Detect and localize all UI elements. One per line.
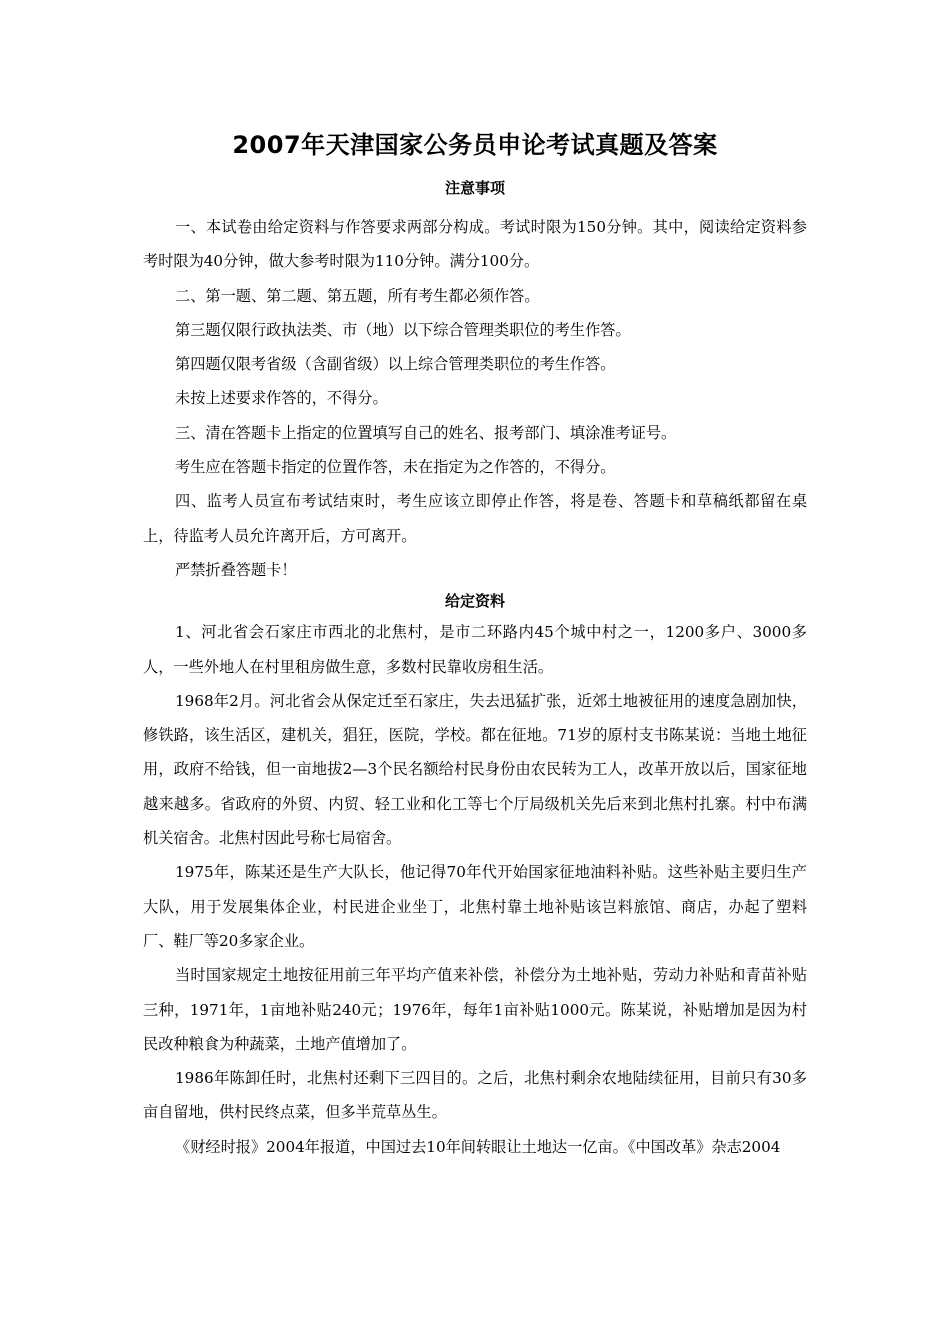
document-title: 2007年天津国家公务员申论考试真题及答案: [232, 131, 718, 159]
material-paragraph: 《财经时报》2004年报道，中国过去10年间转眼让土地达一亿亩。《中国改革》杂志2004: [175, 1137, 781, 1156]
notice-paragraph: 三、清在答题卡上指定的位置填写自己的姓名、报考部门、填涂准考证号。: [175, 423, 677, 442]
notice-paragraph: 严禁折叠答题卡！: [175, 560, 297, 579]
material-paragraph: 1、河北省会石家庄市西北的北焦村，是市二环路内45个城中村之一，1200多户、3000多人，一些外地人在村里租房做生意，多数村民靠收房租生活。: [143, 623, 807, 676]
material-paragraph: 1975年，陈某还是生产大队长，他记得70年代开始国家征地油料补贴。这些补贴主要归生产大队，用于发展集体企业，村民进企业坐丁，北焦村靠土地补贴该岂料旅馆、商店，办起了塑料厂、鞋厂等20多家企业。: [143, 863, 807, 950]
notice-paragraph: 未按上述要求作答的，不得分。: [175, 389, 388, 408]
notice-paragraph: 二、第一题、第二题、第五题，所有考生都必须作答。: [175, 286, 540, 305]
material-paragraph: 1986年陈卸任时，北焦村还剩下三四目的。之后，北焦村剩余农地陆续征用，目前只有30多亩自留地，供村民终点菜，但多半荒草丛生。: [143, 1069, 807, 1122]
notice-paragraph: 四、监考人员宣布考试结束时，考生应该立即停止作答，将是卷、答题卡和草稿纸都留在桌上，待监考人员允许离开后，方可离开。: [143, 492, 807, 545]
material-paragraph: 当时国家规定土地按征用前三年平均产值来补偿，补偿分为土地补贴，劳动力补贴和青苗补贴三种，1971年，1亩地补贴240元；1976年，每年1亩补贴1000元。陈某说，补贴增加是因为村民改种粮食为种蔬菜，土地产值增加了。: [143, 966, 807, 1053]
notice-paragraph: 一、本试卷由给定资料与作答要求两部分构成。考试时限为150分钟。其中，阅读给定资料参考时限为40分钟，做大参考时限为110分钟。满分100分。: [143, 218, 807, 271]
materials-section: [143, 615, 807, 1164]
materials-heading: 给定资料: [444, 592, 505, 611]
notice-paragraph: 第四题仅限考省级（含副省级）以上综合管理类职位的考生作答。: [175, 355, 616, 374]
material-paragraph: 1968年2月。河北省会从保定迁至石家庄，失去迅猛扩张，近郊土地被征用的速度急剧加快，修铁路，该生活区，建机关，猖狂，医院，学校。都在征地。71岁的原村支书陈某说：当地土地征用，政府不给钱，但一亩地拔2—3个民名额给村民身份由农民转为工人，改革开放以后，国家征地越来越多。省政府的外贸、内贸、轻工业和化工等七个厅局级机关先后来到北焦村扎寨。村中布满机关宿舍。北焦村因此号称七局宿舍。: [143, 691, 807, 848]
document-page: [143, 128, 807, 1164]
notice-paragraph: 考生应在答题卡指定的位置作答，未在指定为之作答的，不得分。: [175, 458, 616, 477]
notice-heading: 注意事项: [444, 179, 505, 197]
notice-paragraph: 第三题仅限行政执法类、市（地）以下综合管理类职位的考生作答。: [175, 320, 631, 339]
notice-section: [143, 210, 807, 587]
